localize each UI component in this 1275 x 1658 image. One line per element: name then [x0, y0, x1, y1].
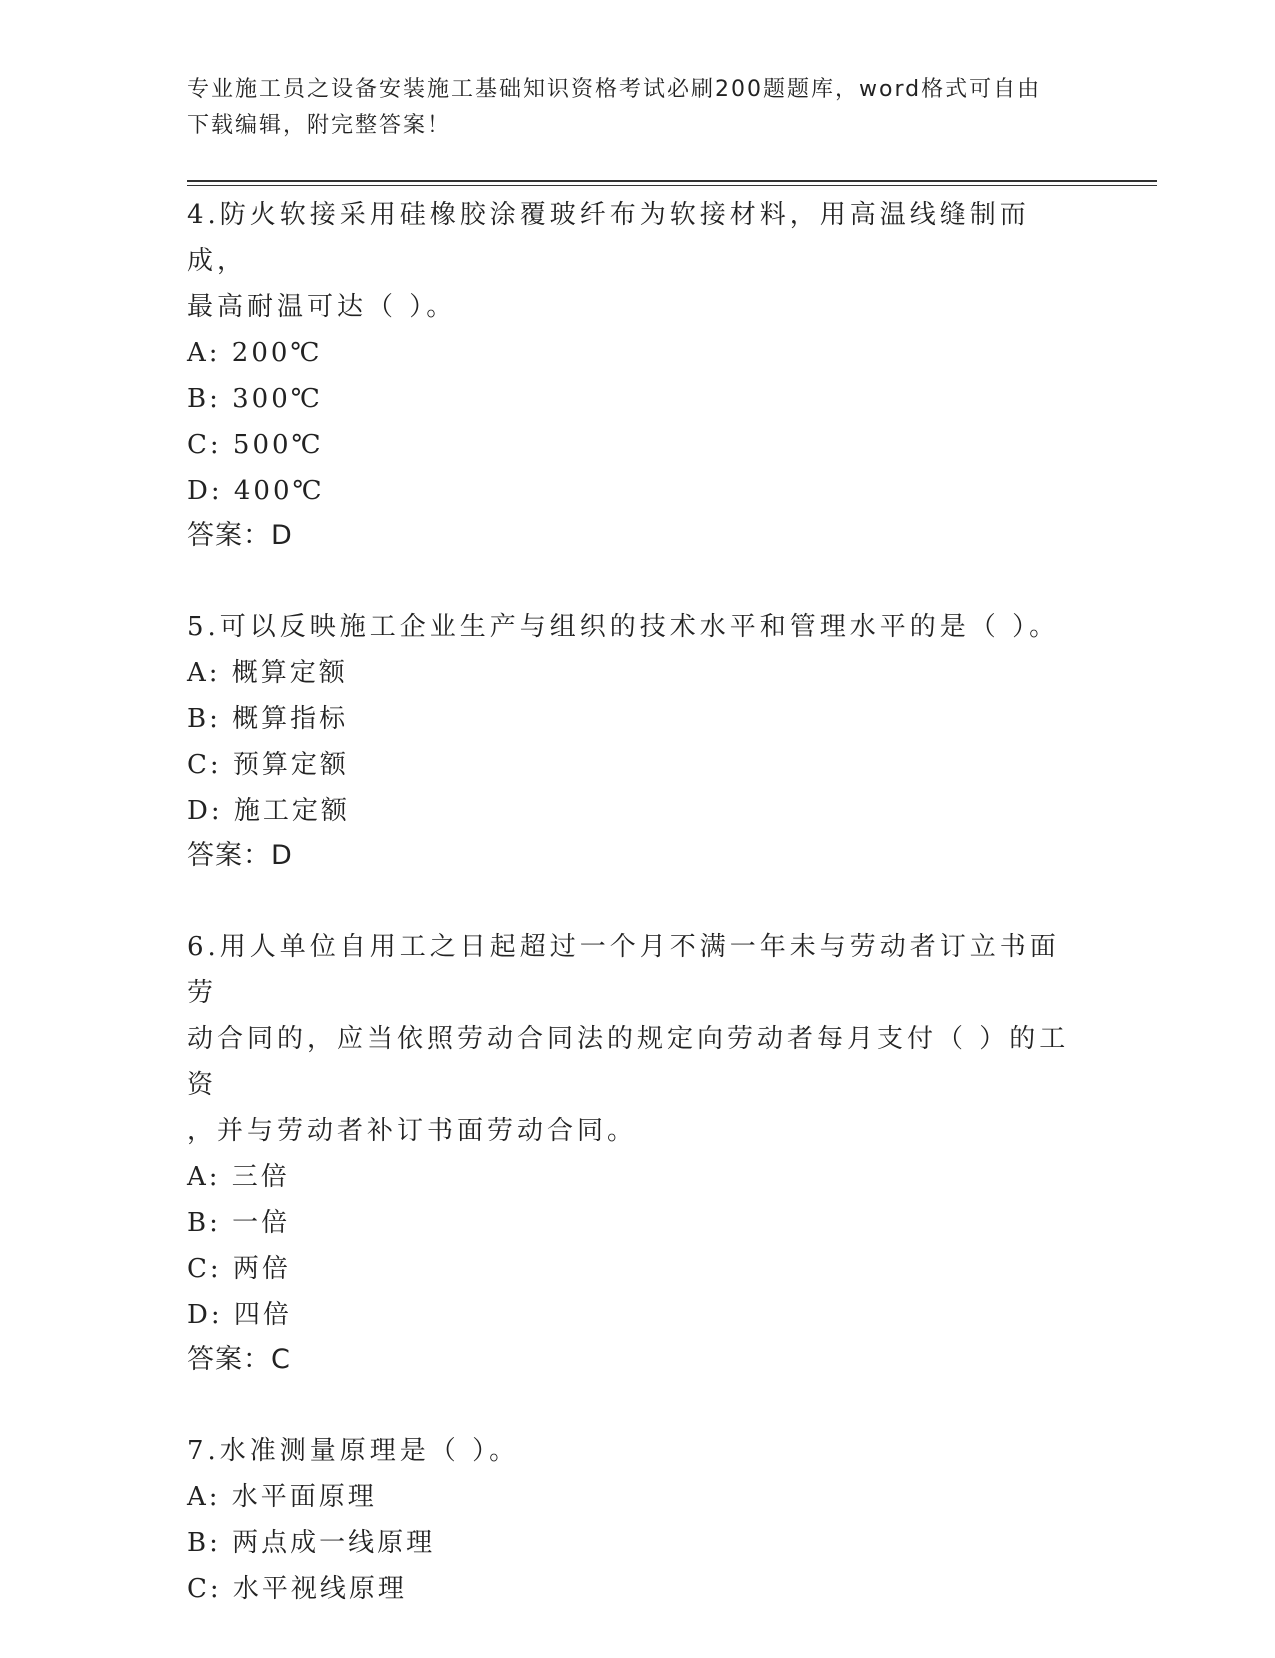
header-divider-thick [187, 180, 1157, 182]
header-line-2: 下载编辑，附完整答案！ [187, 113, 452, 138]
question-text-line: 7.水准测量原理是（ ）。 [187, 1436, 520, 1466]
option-d: D: 400℃ [187, 476, 325, 506]
header-line-1: 专业施工员之设备安装施工基础知识资格考试必刷200题题库，word格式可自由 [187, 77, 1042, 102]
question-text-line: 4.防火软接采用硅橡胶涂覆玻纤布为软接材料，用高温线缝制而成， [187, 200, 1030, 276]
option-c: C: 500℃ [187, 430, 324, 460]
option-b: B: 两点成一线原理 [187, 1528, 436, 1558]
option-a: A: 水平面原理 [187, 1482, 377, 1512]
option-d: D: 四倍 [187, 1300, 292, 1330]
option-a: A: 三倍 [187, 1162, 290, 1192]
option-b: B: 概算指标 [187, 704, 349, 734]
option-a: A: 200℃ [187, 338, 323, 368]
document-header [187, 72, 1067, 144]
option-c: C: 两倍 [187, 1254, 291, 1284]
question-text-line: 5.可以反映施工企业生产与组织的技术水平和管理水平的是（ ）。 [187, 612, 1060, 642]
question-text-line: 动合同的，应当依照劳动合同法的规定向劳动者每月支付（ ）的工资 [187, 1024, 1070, 1100]
question-text-line: ，并与劳动者补订书面劳动合同。 [187, 1116, 638, 1146]
option-c: C: 预算定额 [187, 750, 349, 780]
answer: 答案：D [187, 520, 293, 551]
option-b: B: 一倍 [187, 1208, 291, 1238]
option-b: B: 300℃ [187, 384, 323, 414]
option-d: D: 施工定额 [187, 796, 350, 826]
answer: 答案：C [187, 1344, 291, 1375]
question-list [187, 192, 1087, 1658]
question-6 [187, 924, 1087, 1382]
question-5 [187, 604, 1087, 878]
header-divider-thin [187, 185, 1157, 186]
question-text-line: 最高耐温可达（ ）。 [187, 292, 457, 322]
question-4 [187, 192, 1087, 558]
question-text-line: 6.用人单位自用工之日起超过一个月不满一年未与劳动者订立书面劳 [187, 932, 1060, 1008]
answer: 答案：D [187, 840, 293, 871]
option-c: C: 水平视线原理 [187, 1574, 407, 1604]
question-7 [187, 1428, 1087, 1612]
option-a: A: 概算定额 [187, 658, 348, 688]
